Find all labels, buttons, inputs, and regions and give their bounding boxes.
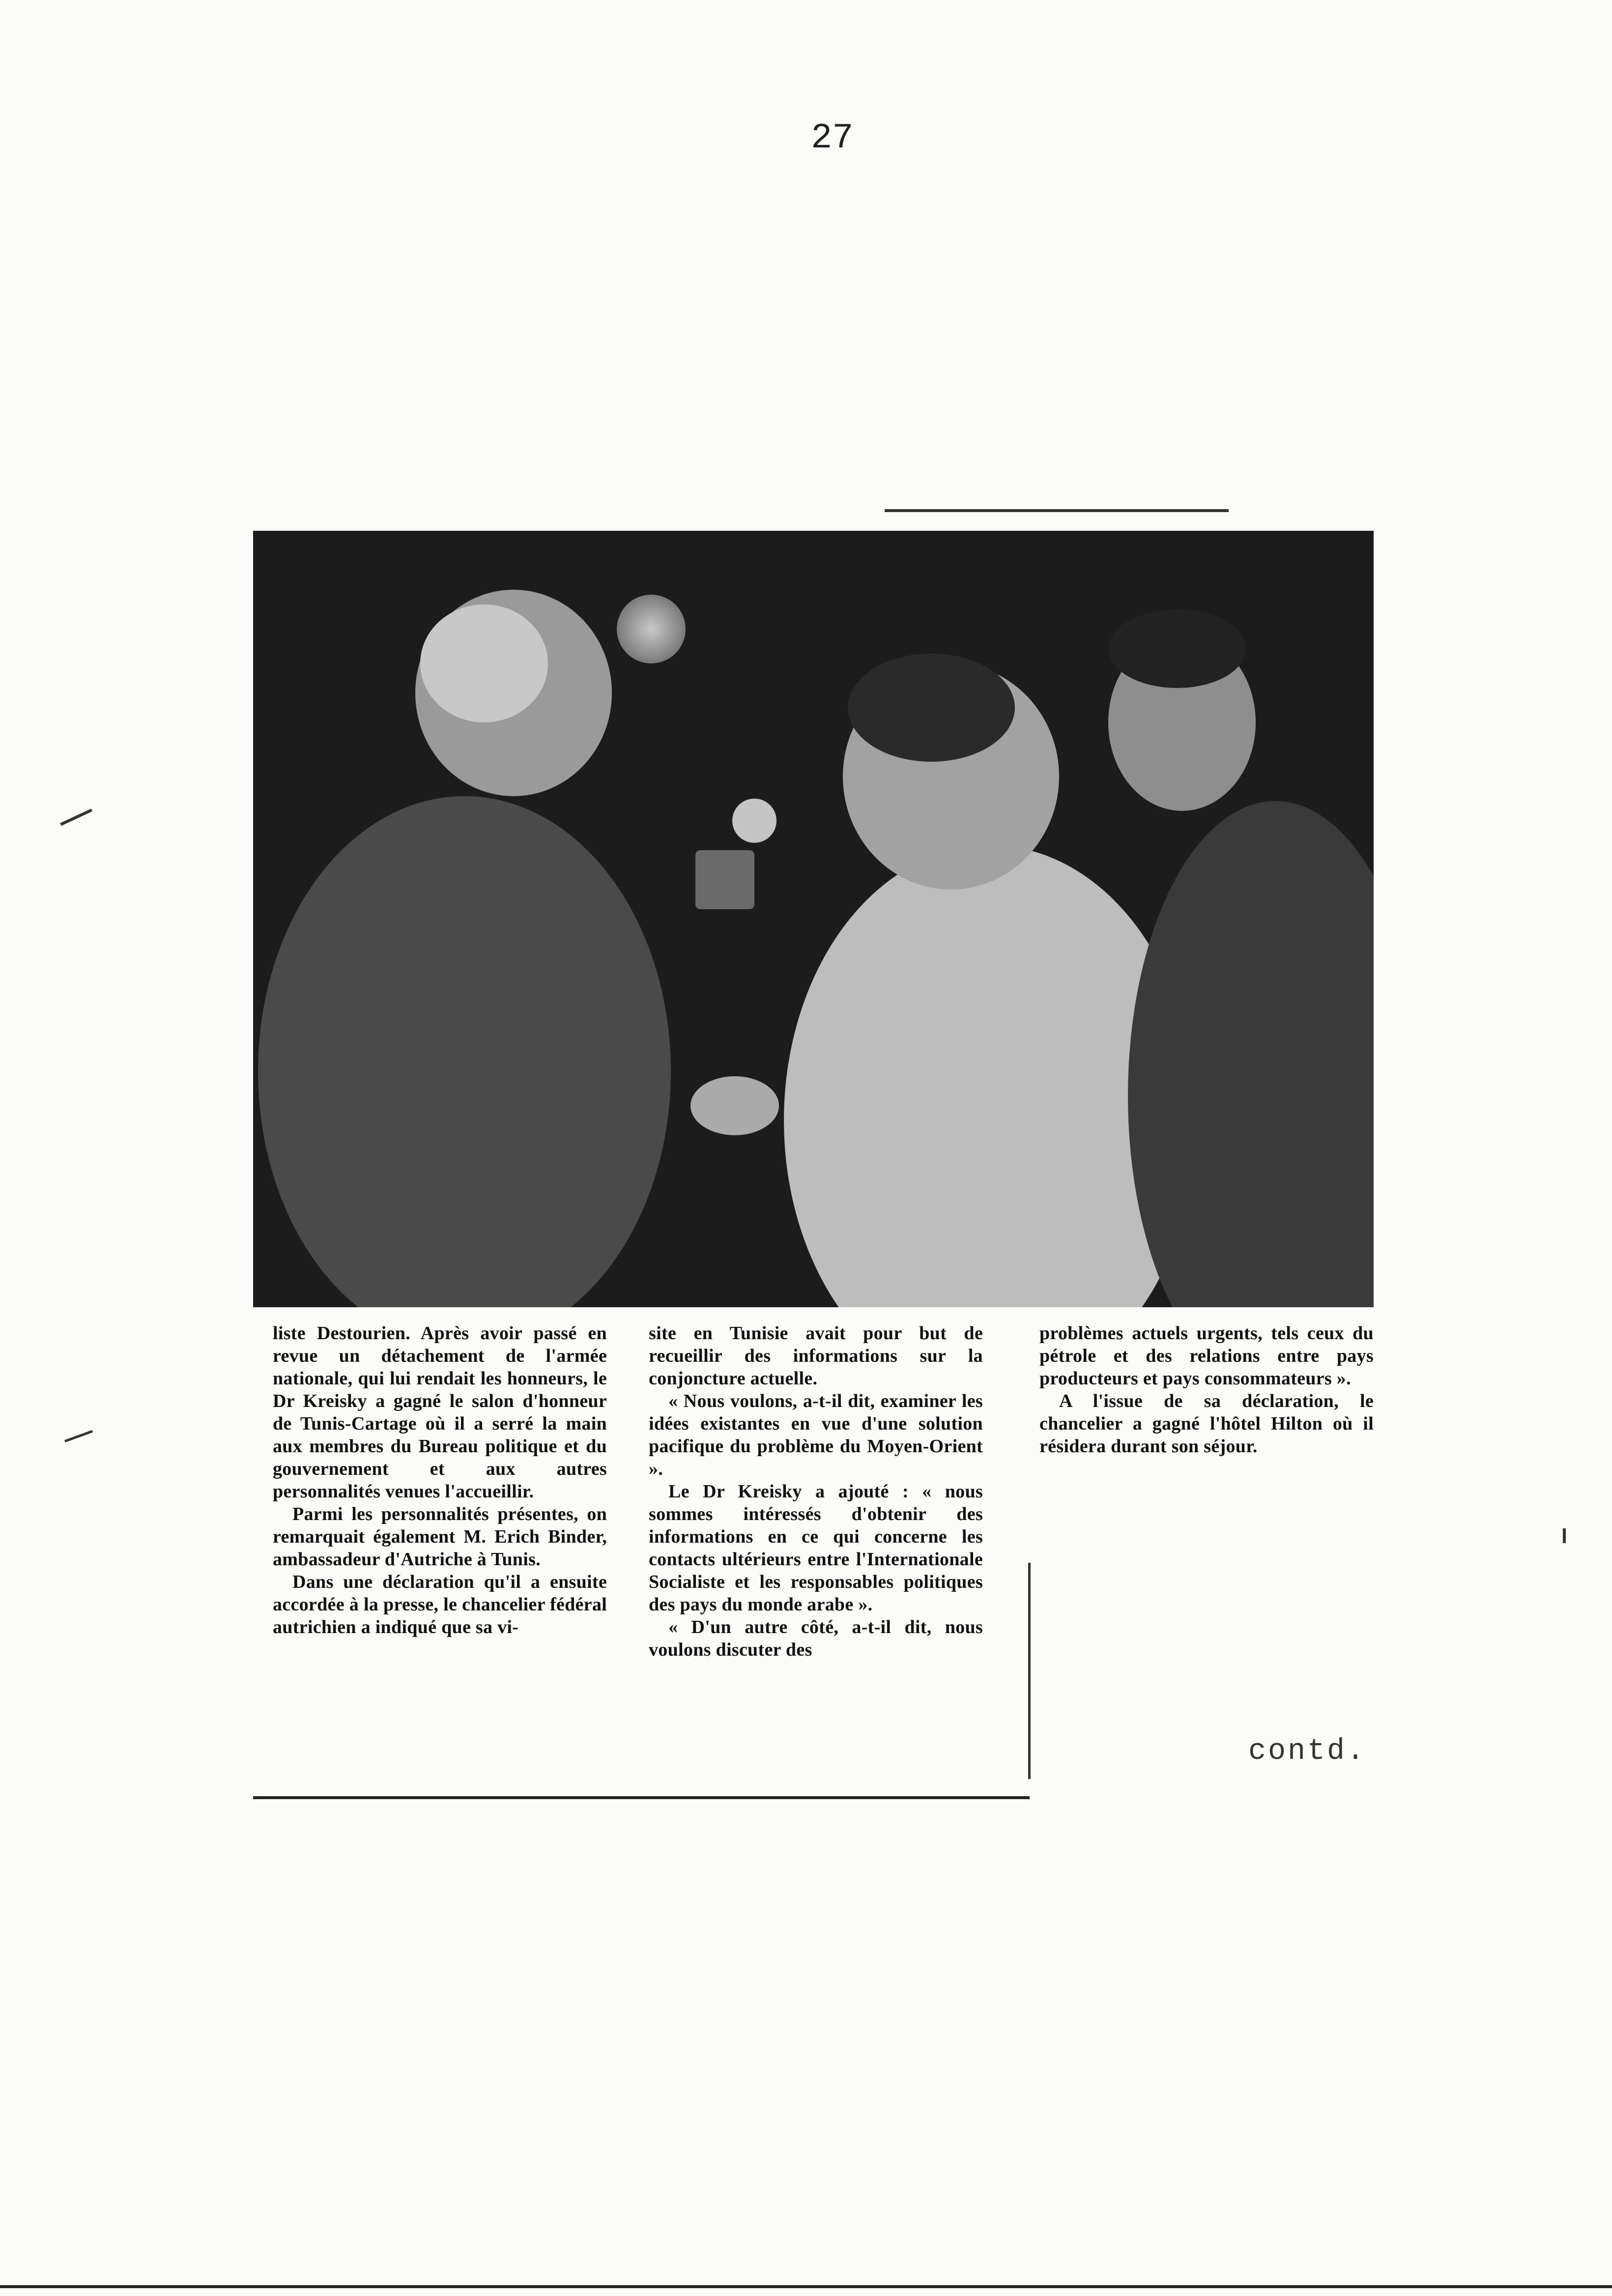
top-rule: [885, 509, 1229, 512]
article-paragraph: « D'un autre côté, a-t-il dit, nous voulons discuter des: [649, 1617, 983, 1660]
article-column-2: [649, 1322, 983, 1661]
bottom-rule: [253, 1796, 1030, 1799]
scan-edge-rule: [0, 2285, 1612, 2288]
press-photo: [253, 531, 1374, 1307]
scan-mark: [1563, 1528, 1566, 1543]
contd-note: contd.: [1248, 1735, 1367, 1768]
article-paragraph: problèmes actuels urgents, tels ceux du pétrole et des relations entre pays producteurs et pays consommateurs ».: [1039, 1323, 1374, 1389]
article-paragraph: Dans une déclaration qu'il a ensuite accordée à la presse, le chancelier fédéral autrichien a indiqué que sa vi-: [273, 1572, 607, 1637]
article-paragraph: A l'issue de sa déclaration, le chancelier a gagné l'hôtel Hilton où il résidera durant son séjour.: [1039, 1391, 1374, 1457]
article-paragraph: Parmi les personnalités présentes, on remarquait également M. Erich Binder, ambassadeur d'Autriche à Tunis.: [273, 1504, 607, 1570]
scan-mark: [60, 808, 92, 826]
article-column-1: [273, 1322, 607, 1638]
press-photo-four-men-icon: [253, 531, 1374, 1307]
scan-mark: [64, 1430, 93, 1442]
article-column-3: [1039, 1322, 1374, 1458]
article-paragraph: « Nous voulons, a-t-il dit, examiner les idées existantes en vue d'une solution pacifique du problème du Moyen-Orient ».: [649, 1391, 983, 1479]
column-divider: [1028, 1563, 1031, 1779]
article-paragraph: liste Destourien. Après avoir passé en revue un détachement de l'armée nationale, qui lui rendait les honneurs, le Dr Kreisky a gagné le salon d'honneur de Tunis-Cartage où il a serré la main aux membres du Bureau politique et du gouvernement et aux autres personnalités venues l'accueillir.: [273, 1323, 607, 1502]
page-number: 27: [811, 118, 854, 158]
article-paragraph: Le Dr Kreisky a ajouté : « nous sommes intéressés d'obtenir des informations en ce qui concerne les contacts ultérieurs entre l'Internationale Socialiste et les responsables politiques des pays du monde arabe ».: [649, 1481, 983, 1615]
article-paragraph: site en Tunisie avait pour but de recueillir des informations sur la conjoncture actuelle.: [649, 1323, 983, 1389]
